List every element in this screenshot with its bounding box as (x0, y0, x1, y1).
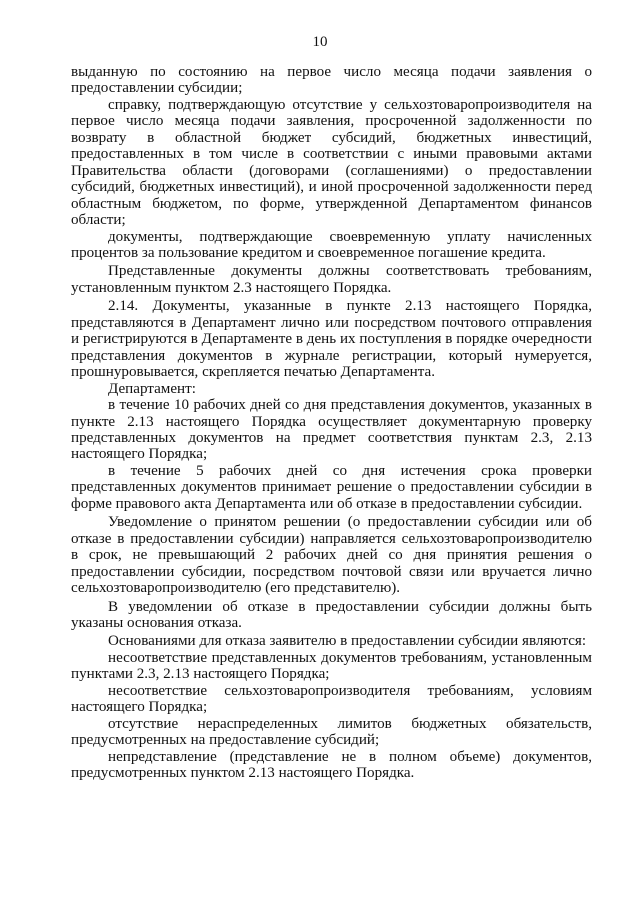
paragraph-certificate-no-debt: справку, подтверждающую отсутствие у сельхозтоваропроизводителя на первое число месяца подачи заявления, просроченной задолженности по возврату в областной бюджет субсидий, бюджетных инвестиций, предоставленных в том числе в соответствии с иными правовыми актами Правительства области (договорами (соглашениями) о предоставлении субсидий, бюджетных инвестиций), и иной просроченной задолженности перед областным бюджетом, по форме, утвержденной Департаментом финансов области; (71, 96, 592, 229)
paragraph-ground-producer-mismatch: несоответствие сельхозтоваропроизводителя требованиям, условиям настоящего Порядка; (71, 682, 592, 716)
page-number: 10 (312, 34, 328, 50)
paragraph-department: Департамент: (108, 380, 196, 397)
paragraph-ground-no-limits: отсутствие нераспределенных лимитов бюджетных обязательств, предусмотренных на предоставление субсидий; (71, 715, 592, 749)
paragraph-notification: Уведомление о принятом решении (о предоставлении субсидии или об отказе в предоставлении субсидии) направляется сельхозтоваропроизводителю в срок, не превышающий 2 рабочих дней со дня принятия решения о предоставлении субсидии, посредством почтовой связи или вручается лично сельхозтоваропроизводителю (его представителю). (71, 514, 592, 597)
paragraph-documents-requirements: Представленные документы должны соответствовать требованиям, установленным пунктом 2.3 настоящего Порядка. (71, 263, 592, 296)
paragraph-ground-documents-mismatch: несоответствие представленных документов требованиям, установленным пунктами 2.3, 2.13 настоящего Порядка; (71, 649, 592, 683)
paragraph-refusal-grounds-intro: Основаниями для отказа заявителю в предоставлении субсидии являются: (108, 633, 587, 650)
paragraph-ground-missing-documents: непредставление (представление не в полном объеме) документов, предусмотренных пунктом 2.13 настоящего Порядка. (71, 748, 592, 782)
paragraph-clause-2-14: 2.14. Документы, указанные в пункте 2.13 настоящего Порядка, представляются в Департамент лично или посредством почтового отправления и регистрируются в Департаменте в день их поступления в порядке очередности представления документов в журнале регистрации, который нумеруется, прошнуровывается, скрепляется печатью Департамента. (71, 298, 592, 381)
paragraph-continuation: выданную по состоянию на первое число месяца подачи заявления о предоставлении субсидии; (71, 64, 592, 97)
paragraph-decision-5-days: в течение 5 рабочих дней со дня истечения срока проверки представленных документов принимает решение о предоставлении субсидии в форме правового акта Департамента или об отказе в предоставлении субсидии. (71, 462, 592, 512)
paragraph-verification-10-days: в течение 10 рабочих дней со дня представления документов, указанных в пункте 2.13 настоящего Порядка осуществляет документарную проверку представленных документов на предмет соответствия пунктам 2.3, 2.13 настоящего Порядка; (71, 397, 592, 463)
paragraph-refusal-grounds-notice: В уведомлении об отказе в предоставлении субсидии должны быть указаны основания отказа. (71, 598, 592, 631)
document-body (71, 64, 592, 781)
paragraph-interest-payment-docs: документы, подтверждающие своевременную уплату начисленных процентов за пользование кредитом и своевременное погашение кредита. (71, 228, 592, 261)
